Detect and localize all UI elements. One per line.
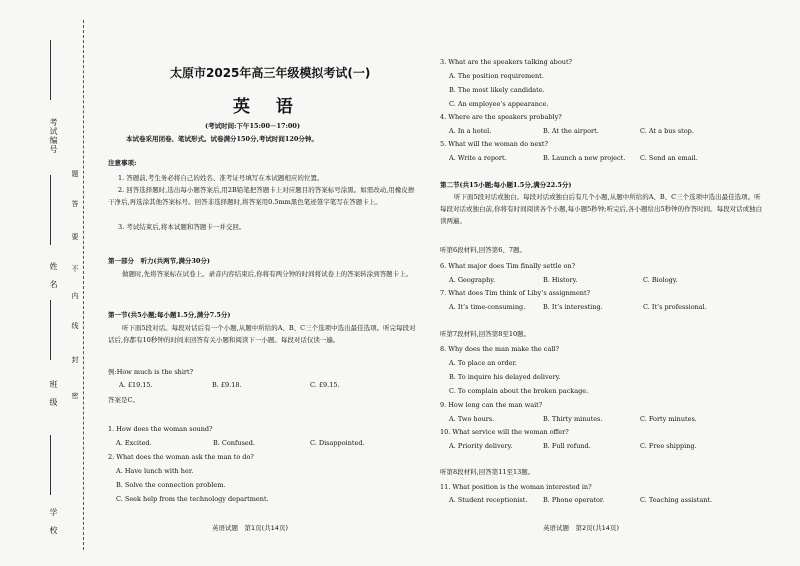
q9-option-c: C. Forty minutes. — [640, 415, 697, 423]
q11-option-a: A. Student receptionist. — [449, 496, 528, 504]
q8-option-c: C. To complain about the broken package. — [449, 387, 589, 395]
seal-char: 答 — [71, 200, 79, 207]
seal-char: 线 — [71, 322, 79, 329]
exam-title: 太原市2025年高三年级模拟考试(一) — [170, 66, 371, 80]
q3-option-c: C. An employee’s appearance. — [449, 100, 549, 108]
question-3: 3. What are the speakers talking about? — [440, 58, 573, 66]
q4-option-b: B. At the airport. — [543, 127, 599, 135]
q9-option-b: B. Thirty minutes. — [543, 415, 603, 423]
exam-no-label: 考试编号 — [49, 118, 58, 154]
question-9: 9. How long can the man wait? — [440, 401, 543, 409]
school-blank — [50, 435, 51, 495]
notes-item-3: 3. 考试结束后,将本试题和答题卡一并交回。 — [118, 223, 246, 231]
seal-char: 题 — [71, 170, 79, 177]
class-label: 班 级 — [49, 380, 58, 407]
example-option-c: C. £9.15. — [310, 381, 340, 389]
q11-option-b: B. Phone operator. — [543, 496, 605, 504]
seal-char: 内 — [71, 292, 79, 299]
q1-option-b: B. Confused. — [213, 439, 255, 447]
section1-heading: 第一节(共5小题;每小题1.5分,满分7.5分) — [108, 311, 231, 319]
material8-heading: 听第8段材料,回答第11至13题。 — [440, 468, 535, 476]
q1-option-a: A. Excited. — [116, 439, 152, 447]
q5-option-c: C. Send an email. — [640, 154, 698, 162]
section2-instructions: 听下面5段对话或独白。每段对话或独白后有几个小题,从题中所给的A、B、C三个选项中选出最佳选项。听每段对话或独白前,你将有时间阅读各个小题,每小题5秒钟;听完后,各小题给出5秒钟的作答时间。每段对话或独白读两遍。 — [440, 193, 763, 225]
q3-option-a: A. The position requirement. — [449, 72, 544, 80]
question-11: 11. What position is the woman interested in? — [440, 483, 592, 491]
section1-instructions: 听下面5段对话。每段对话后有一个小题,从题中所给的A、B、C三个选项中选出最佳选项。听完每段对话后,你都有10秒钟的时间来回答有关小题和阅读下一小题。每段对话仅读一遍。 — [108, 324, 416, 344]
q1-option-c: C. Disappointed. — [310, 439, 365, 447]
q9-option-a: A. Two hours. — [449, 415, 495, 423]
exam-intro: 本试卷采用闭卷、笔试形式。试卷满分150分,考试时间120分钟。 — [126, 135, 318, 143]
example-question: 例:How much is the shirt? — [108, 368, 194, 376]
q2-option-c: C. Seek help from the technology department. — [116, 495, 269, 503]
page-footer-left: 英语试题 第1页(共14页) — [212, 524, 288, 532]
q5-option-a: A. Write a report. — [449, 154, 507, 162]
class-blank — [50, 300, 51, 360]
question-8: 8. Why does the man make the call? — [440, 345, 559, 353]
q6-option-b: B. History. — [543, 276, 578, 284]
school-label: 学 校 — [49, 508, 58, 535]
q2-option-b: B. Solve the connection problem. — [116, 481, 226, 489]
q4-option-a: A. In a hotel. — [449, 127, 492, 135]
q4-option-c: C. At a bus stop. — [640, 127, 694, 135]
notes-item-1: 1. 答题前,考生务必将自己的姓名、准考证号填写在本试题相应的位置。 — [118, 174, 324, 182]
q7-option-a: A. It’s time-consuming. — [449, 303, 526, 311]
seal-char: 封 — [71, 356, 79, 363]
part1-heading: 第一部分 听力(共两节,满分30分) — [108, 257, 210, 265]
name-blank — [50, 175, 51, 245]
binding-margin — [0, 0, 85, 566]
question-4: 4. Where are the speakers probably? — [440, 113, 562, 121]
q10-option-c: C. Free shipping. — [640, 442, 697, 450]
section2-heading: 第二节(共15小题;每小题1.5分,满分22.5分) — [440, 181, 572, 189]
q11-option-c: C. Teaching assistant. — [640, 496, 713, 504]
example-option-a: A. £19.15. — [119, 381, 153, 389]
exam-time: (考试时间:下午15:00－17:00) — [205, 122, 301, 130]
seal-char: 不 — [71, 265, 79, 272]
q3-option-b: B. The most likely candidate. — [449, 86, 545, 94]
question-1: 1. How does the woman sound? — [108, 425, 213, 433]
q7-option-c: C. It’s professional. — [643, 303, 707, 311]
q10-option-b: B. Full refund. — [543, 442, 591, 450]
question-10: 10. What service will the woman offer? — [440, 428, 569, 436]
seal-char: 要 — [71, 233, 79, 240]
q5-option-b: B. Launch a new project. — [543, 154, 626, 162]
name-label: 姓 名 — [49, 262, 58, 289]
question-2: 2. What does the woman ask the man to do? — [108, 453, 254, 461]
subject-title: 英 语 — [233, 97, 303, 117]
question-5: 5. What will the woman do next? — [440, 140, 548, 148]
q6-option-a: A. Geography. — [449, 276, 496, 284]
notes-item-2: 2. 回答选择题时,选出每小题答案后,用2B铅笔把答题卡上对应题目的答案标号涂黑。如需改动,用橡皮擦干净后,再选涂其他答案标号。回答非选择题时,将答案用0.5mm黑色笔迹签字笔写在答题卡上。 — [108, 186, 415, 206]
material6-heading: 听第6段材料,回答第6、7题。 — [440, 246, 526, 254]
seal-char: 密 — [71, 392, 79, 399]
example-option-b: B. £9.18. — [212, 381, 242, 389]
notes-heading: 注意事项: — [108, 159, 137, 167]
q7-option-b: B. It’s interesting. — [543, 303, 603, 311]
q10-option-a: A. Priority delivery. — [449, 442, 513, 450]
page-footer-right: 英语试题 第2页(共14页) — [543, 524, 619, 532]
q2-option-a: A. Have lunch with her. — [116, 467, 194, 475]
part1-instructions: 做题时,先将答案标在试卷上。录音内容结束后,你将有两分钟的时间将试卷上的答案转涂到答题卡上。 — [122, 270, 413, 278]
q8-option-a: A. To place an order. — [449, 359, 517, 367]
example-answer: 答案是C。 — [108, 396, 139, 404]
seal-dashed-line — [83, 20, 84, 550]
material7-heading: 听第7段材料,回答第8至10题。 — [440, 330, 531, 338]
q6-option-c: C. Biology. — [643, 276, 678, 284]
question-6: 6. What major does Tim finally settle on? — [440, 262, 576, 270]
q8-option-b: B. To inquire his delayed delivery. — [449, 373, 561, 381]
exam-no-blank — [50, 40, 51, 100]
question-7: 7. What does Tim think of Liby’s assignment? — [440, 289, 591, 297]
